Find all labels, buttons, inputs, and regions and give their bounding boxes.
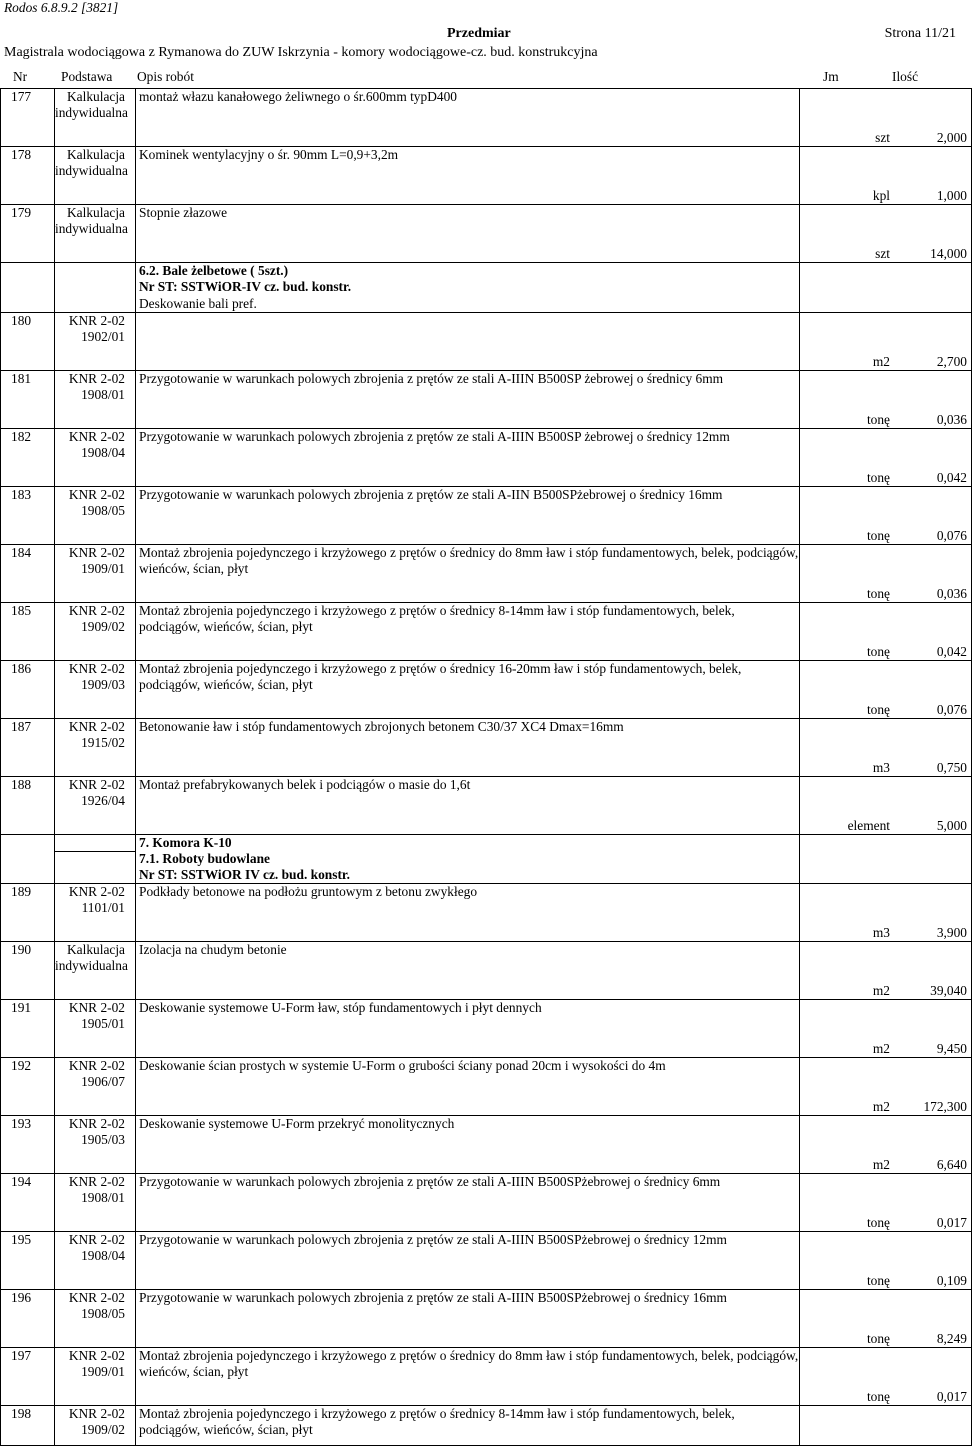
item-description: Montaż prefabrykowanych belek i podciągów o masie do 1,6t (136, 777, 800, 835)
section-title-cell (136, 263, 800, 313)
table-row (1, 371, 972, 429)
item-basis (55, 1000, 136, 1058)
item-basis-line: Kalkulacja (67, 942, 125, 957)
item-unit: m2 (800, 1000, 897, 1058)
item-unit: m2 (800, 942, 897, 1000)
section-empty-cell (800, 835, 897, 852)
table-row (1, 1232, 972, 1290)
item-unit: tonę (800, 1232, 897, 1290)
item-quantity: 1,000 (896, 147, 972, 205)
item-basis-line: KNR 2-02 (68, 661, 125, 676)
item-basis (55, 777, 136, 835)
section-empty-cell (800, 851, 897, 884)
column-header-podstawa: Podstawa (61, 69, 113, 84)
item-unit: tonę (800, 661, 897, 719)
table-row (1, 1058, 972, 1116)
item-description: Przygotowanie w warunkach polowych zbrojenia z prętów ze stali A-IIIN B500SPżebrowej o średnicy 12mm (136, 1232, 800, 1290)
document-subtitle: Magistrala wodociągowa z Rymanowa do ZUW Iskrzynia - komory wodociągowe-cz. bud. konstrukcyjna (4, 45, 598, 60)
item-description: Kominek wentylacyjny o śr. 90mm L=0,9+3,2m (136, 147, 800, 205)
section-title-line: 6.2. Bale żelbetowe ( 5szt.) (139, 263, 289, 278)
item-unit: szt (800, 89, 897, 147)
item-quantity (896, 1406, 972, 1446)
item-basis (55, 429, 136, 487)
item-basis-line: 1908/01 (81, 387, 125, 402)
item-basis-line: 1909/01 (81, 1364, 125, 1379)
item-basis-line: KNR 2-02 (68, 1116, 125, 1131)
item-number: 183 (1, 487, 55, 545)
item-description: montaż włazu kanałowego żeliwnego o śr.600mm typD400 (136, 89, 800, 147)
item-description: Podkłady betonowe na podłożu gruntowym z betonu zwykłego (136, 884, 800, 942)
item-basis-line: KNR 2-02 (68, 884, 125, 899)
item-basis-line: Kalkulacja (67, 147, 125, 162)
item-quantity: 39,040 (896, 942, 972, 1000)
item-description: Montaż zbrojenia pojedynczego i krzyżowego z prętów o średnicy 16-20mm ław i stóp fundamentowych, belek, podciągów, wieńców, ścian, płyt (136, 661, 800, 719)
item-basis (55, 89, 136, 147)
cost-table (0, 88, 972, 1446)
item-basis-line: 1908/04 (81, 445, 125, 460)
item-number: 184 (1, 545, 55, 603)
table-row (1, 884, 972, 942)
item-basis (55, 942, 136, 1000)
item-number: 192 (1, 1058, 55, 1116)
item-description: Montaż zbrojenia pojedynczego i krzyżowego z prętów o średnicy 8-14mm ław i stóp fundamentowych, belek, podciągów, wieńców, ścian, płyt (136, 1406, 800, 1446)
item-number: 197 (1, 1348, 55, 1406)
item-number: 194 (1, 1174, 55, 1232)
item-description: Przygotowanie w warunkach polowych zbrojenia z prętów ze stali A-IIIN B500SPżebrowej o średnicy 6mm (136, 1174, 800, 1232)
table-row (1, 545, 972, 603)
item-unit: element (800, 777, 897, 835)
item-quantity: 0,036 (896, 371, 972, 429)
item-number: 198 (1, 1406, 55, 1446)
table-row (1, 603, 972, 661)
table-row (1, 1406, 972, 1446)
item-number: 195 (1, 1232, 55, 1290)
column-header-opis: Opis robót (137, 69, 194, 84)
item-description: Przygotowanie w warunkach polowych zbrojenia z prętów ze stali A-IIIN B500SPżebrowej o średnicy 16mm (136, 1290, 800, 1348)
section-title-line: Nr ST: SSTWiOR-IV cz. bud. konstr. (139, 279, 352, 294)
column-header-nr: Nr (13, 69, 28, 84)
table-row (1, 719, 972, 777)
item-basis-line: KNR 2-02 (68, 545, 125, 560)
item-basis (55, 487, 136, 545)
section-row (1, 835, 972, 852)
item-number: 191 (1, 1000, 55, 1058)
table-row (1, 147, 972, 205)
item-basis-line: 1909/01 (81, 561, 125, 576)
item-description: Przygotowanie w warunkach polowych zbrojenia z prętów ze stali A-IIN B500SPżebrowej o średnicy 16mm (136, 487, 800, 545)
item-basis (55, 1348, 136, 1406)
item-number: 189 (1, 884, 55, 942)
item-quantity: 9,450 (896, 1000, 972, 1058)
item-number: 190 (1, 942, 55, 1000)
item-basis (55, 147, 136, 205)
item-description: Montaż zbrojenia pojedynczego i krzyżowego z prętów o średnicy do 8mm ław i stóp fundamentowych, belek, podciągów, wieńców, ścian, płyt (136, 545, 800, 603)
section-title-line: Nr ST: SSTWiOR IV cz. bud. konstr. (139, 867, 350, 882)
item-quantity: 0,017 (896, 1174, 972, 1232)
item-number: 181 (1, 371, 55, 429)
item-basis-line: 1908/05 (81, 1306, 125, 1321)
item-basis (55, 603, 136, 661)
item-quantity: 6,640 (896, 1116, 972, 1174)
item-basis-line: 1902/01 (81, 329, 125, 344)
table-row (1, 205, 972, 263)
page-number: Strona 11/21 (884, 26, 956, 41)
item-quantity: 0,042 (896, 429, 972, 487)
document-title: Przedmiar (447, 26, 511, 41)
item-unit: m2 (800, 313, 897, 371)
item-basis-line: KNR 2-02 (68, 603, 125, 618)
item-basis-line: 1101/01 (81, 900, 125, 915)
item-description: Przygotowanie w warunkach polowych zbrojenia z prętów ze stali A-IIIN B500SP żebrowej o średnicy 12mm (136, 429, 800, 487)
section-empty-cell (55, 263, 136, 313)
section-title-line: 7. Komora K-10 (139, 835, 232, 850)
item-basis-line: 1905/01 (81, 1016, 125, 1031)
item-basis (55, 1232, 136, 1290)
item-basis-line: Kalkulacja (67, 89, 125, 104)
item-unit: m3 (800, 719, 897, 777)
item-basis-line: KNR 2-02 (68, 1290, 125, 1305)
item-quantity: 8,249 (896, 1290, 972, 1348)
item-basis-line: 1908/04 (81, 1248, 125, 1263)
item-basis-line: 1909/02 (81, 619, 125, 634)
item-quantity: 5,000 (896, 777, 972, 835)
item-unit: kpl (800, 147, 897, 205)
item-quantity: 0,017 (896, 1348, 972, 1406)
item-basis (55, 1290, 136, 1348)
item-description: Betonowanie ław i stóp fundamentowych zbrojonych betonem C30/37 XC4 Dmax=16mm (136, 719, 800, 777)
item-quantity: 14,000 (896, 205, 972, 263)
table-row (1, 661, 972, 719)
item-quantity: 0,076 (896, 487, 972, 545)
item-unit: m3 (800, 884, 897, 942)
item-number: 196 (1, 1290, 55, 1348)
item-unit: tonę (800, 1174, 897, 1232)
table-row (1, 429, 972, 487)
item-unit: tonę (800, 371, 897, 429)
item-basis-line: 1915/02 (81, 735, 125, 750)
item-basis-line: KNR 2-02 (68, 1406, 125, 1421)
item-basis (55, 661, 136, 719)
item-basis (55, 1058, 136, 1116)
item-description: Montaż zbrojenia pojedynczego i krzyżowego z prętów o średnicy do 8mm ław i stóp fundamentowych, belek, podciągów, wieńców, ścian, płyt (136, 1348, 800, 1406)
table-row (1, 1000, 972, 1058)
item-basis-line: KNR 2-02 (68, 777, 125, 792)
item-number: 180 (1, 313, 55, 371)
item-basis-line: 1909/02 (81, 1422, 125, 1437)
item-basis-line: KNR 2-02 (68, 371, 125, 386)
item-quantity: 2,000 (896, 89, 972, 147)
item-description: Izolacja na chudym betonie (136, 942, 800, 1000)
item-description: Przygotowanie w warunkach polowych zbrojenia z prętów ze stali A-IIIN B500SP żebrowej o średnicy 6mm (136, 371, 800, 429)
table-row (1, 1290, 972, 1348)
item-basis (55, 1174, 136, 1232)
item-basis-line: KNR 2-02 (68, 487, 125, 502)
section-empty-cell (55, 851, 136, 884)
item-unit: tonę (800, 429, 897, 487)
item-description: Montaż zbrojenia pojedynczego i krzyżowego z prętów o średnicy 8-14mm ław i stóp fundamentowych, belek, podciągów, wieńców, ścian, płyt (136, 603, 800, 661)
item-basis-line: 1908/01 (81, 1190, 125, 1205)
section-empty-cell (896, 851, 972, 884)
item-quantity: 172,300 (896, 1058, 972, 1116)
table-row (1, 89, 972, 147)
item-unit (800, 1406, 897, 1446)
item-basis (55, 205, 136, 263)
item-quantity: 0,036 (896, 545, 972, 603)
item-number: 188 (1, 777, 55, 835)
section-empty-cell (1, 835, 55, 852)
item-number: 179 (1, 205, 55, 263)
item-description (136, 313, 800, 371)
item-unit: tonę (800, 545, 897, 603)
item-unit: tonę (800, 1290, 897, 1348)
item-number: 187 (1, 719, 55, 777)
item-basis-line: KNR 2-02 (68, 1000, 125, 1015)
table-row (1, 777, 972, 835)
section-empty-cell (1, 851, 55, 884)
item-quantity: 2,700 (896, 313, 972, 371)
table-row (1, 487, 972, 545)
item-quantity: 0,750 (896, 719, 972, 777)
item-basis-line: KNR 2-02 (68, 1348, 125, 1363)
section-row (1, 263, 972, 313)
item-basis-line: indywidualna (55, 105, 128, 120)
column-header-ilosc: Ilość (892, 69, 919, 84)
item-unit: tonę (800, 603, 897, 661)
item-description: Deskowanie systemowe U-Form przekryć monolitycznych (136, 1116, 800, 1174)
item-basis (55, 545, 136, 603)
item-quantity: 3,900 (896, 884, 972, 942)
item-description: Stopnie złazowe (136, 205, 800, 263)
item-basis-line: KNR 2-02 (68, 313, 125, 328)
item-basis-line: Kalkulacja (67, 205, 125, 220)
app-title: Rodos 6.8.9.2 [3821] (4, 0, 119, 15)
item-number: 186 (1, 661, 55, 719)
item-unit: szt (800, 205, 897, 263)
section-empty-cell (896, 263, 972, 313)
section-empty-cell (800, 263, 897, 313)
table-row (1, 1174, 972, 1232)
item-number: 177 (1, 89, 55, 147)
table-row (1, 942, 972, 1000)
item-basis-line: 1909/03 (81, 677, 125, 692)
section-title-cell (136, 851, 800, 884)
item-unit: m2 (800, 1058, 897, 1116)
table-row (1, 313, 972, 371)
item-basis-line: KNR 2-02 (68, 1232, 125, 1247)
item-basis-line: KNR 2-02 (68, 1058, 125, 1073)
item-basis (55, 313, 136, 371)
item-number: 193 (1, 1116, 55, 1174)
item-unit: tonę (800, 487, 897, 545)
section-empty-cell (55, 835, 136, 852)
section-empty-cell (896, 835, 972, 852)
item-basis (55, 371, 136, 429)
section-empty-cell (1, 263, 55, 313)
item-basis-line: indywidualna (55, 163, 128, 178)
column-header-jm: Jm (823, 69, 839, 84)
item-basis-line: KNR 2-02 (68, 1174, 125, 1189)
section-title-cell (136, 835, 800, 852)
item-basis-line: 1926/04 (81, 793, 125, 808)
item-basis (55, 884, 136, 942)
item-basis-line: 1905/03 (81, 1132, 125, 1147)
item-basis-line: 1908/05 (81, 503, 125, 518)
item-description: Deskowanie bali pref. (139, 296, 257, 311)
item-description: Deskowanie systemowe U-Form ław, stóp fundamentowych i płyt dennych (136, 1000, 800, 1058)
section-row (1, 851, 972, 884)
item-unit: tonę (800, 1348, 897, 1406)
item-number: 185 (1, 603, 55, 661)
item-basis-line: indywidualna (55, 958, 128, 973)
item-quantity: 0,076 (896, 661, 972, 719)
item-description: Deskowanie ścian prostych w systemie U-Form o grubości ściany ponad 20cm i wysokości do 4m (136, 1058, 800, 1116)
item-basis-line: KNR 2-02 (68, 429, 125, 444)
item-basis (55, 1116, 136, 1174)
item-basis-line: KNR 2-02 (68, 719, 125, 734)
section-title-line: 7.1. Roboty budowlane (139, 851, 270, 866)
item-unit: m2 (800, 1116, 897, 1174)
table-row (1, 1348, 972, 1406)
item-basis-line: 1906/07 (81, 1074, 125, 1089)
table-row (1, 1116, 972, 1174)
item-number: 178 (1, 147, 55, 205)
item-basis (55, 719, 136, 777)
item-number: 182 (1, 429, 55, 487)
item-basis (55, 1406, 136, 1446)
item-basis-line: indywidualna (55, 221, 128, 236)
item-quantity: 0,109 (896, 1232, 972, 1290)
item-quantity: 0,042 (896, 603, 972, 661)
